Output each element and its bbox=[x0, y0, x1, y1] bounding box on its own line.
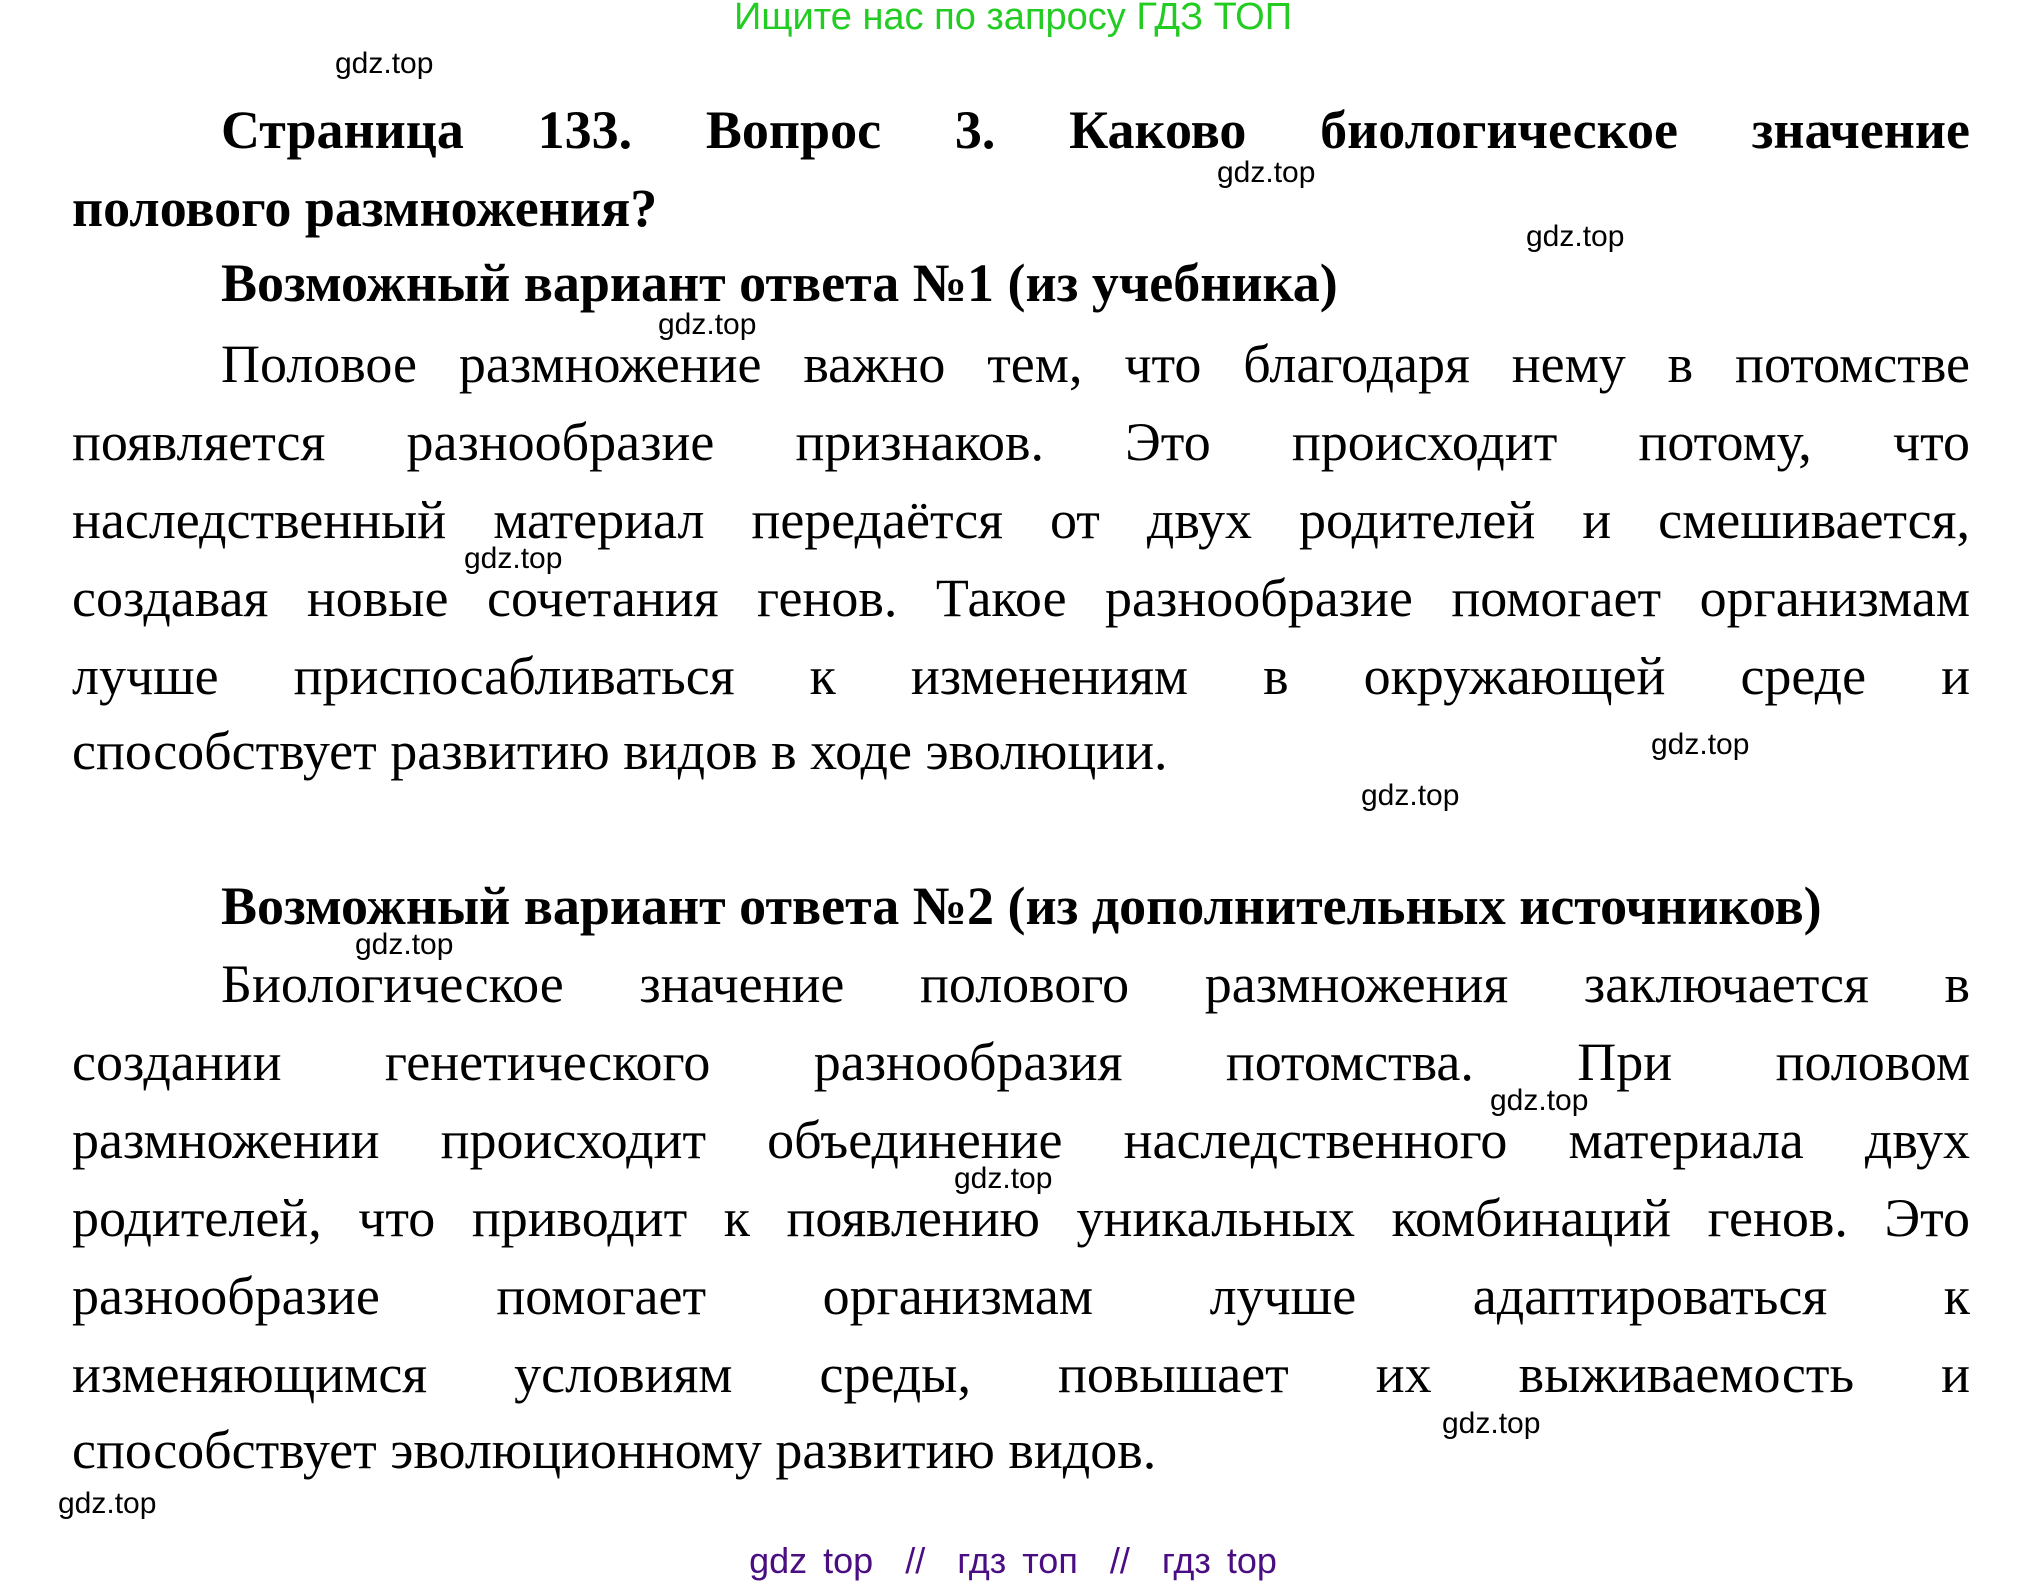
answer1-line: лучше приспосабливаться к изменениям в окружающей среде и bbox=[72, 646, 1970, 706]
watermark: gdz.top bbox=[658, 308, 757, 341]
watermark: gdz.top bbox=[954, 1162, 1053, 1195]
answer1-line: способствует развитию видов в ходе эволюции. bbox=[72, 721, 1168, 781]
footer-banner: gdz top // гдз топ // гдз top bbox=[749, 1540, 1277, 1581]
answer2-line: Биологическое значение полового размножения заключается в bbox=[221, 954, 1970, 1014]
answer2-line: разнообразие помогает организмам лучше адаптироваться к bbox=[72, 1266, 1970, 1326]
answer2-line: создании генетического разнообразия потомства. При половом bbox=[72, 1032, 1970, 1092]
answer2-line: изменяющимся условиям среды, повышает их выживаемость и bbox=[72, 1344, 1970, 1404]
watermark: gdz.top bbox=[1442, 1407, 1541, 1440]
watermark: gdz.top bbox=[1490, 1084, 1589, 1117]
watermark: gdz.top bbox=[1217, 156, 1316, 189]
watermark: gdz.top bbox=[464, 542, 563, 575]
watermark: gdz.top bbox=[355, 928, 454, 961]
answer2-line: способствует эволюционному развитию видов. bbox=[72, 1420, 1157, 1480]
answer2-line: размножении происходит объединение наследственного материала двух bbox=[72, 1110, 1970, 1170]
answer1-line: создавая новые сочетания генов. Такое разнообразие помогает организмам bbox=[72, 568, 1970, 628]
watermark: gdz.top bbox=[335, 47, 434, 80]
answer1-line: появляется разнообразие признаков. Это происходит потому, что bbox=[72, 412, 1970, 472]
answer1-line: наследственный материал передаётся от двух родителей и смешивается, bbox=[72, 490, 1970, 550]
watermark: gdz.top bbox=[1651, 728, 1750, 761]
question-line: Страница 133. Вопрос 3. Каково биологическое значение bbox=[221, 100, 1970, 160]
answer2-title: Возможный вариант ответа №2 (из дополнительных источников) bbox=[221, 876, 1822, 936]
answer1-title: Возможный вариант ответа №1 (из учебника) bbox=[221, 253, 1338, 313]
header-banner: Ищите нас по запросу ГДЗ ТОП bbox=[733, 0, 1293, 38]
watermark: gdz.top bbox=[1361, 779, 1460, 812]
watermark: gdz.top bbox=[1526, 220, 1625, 253]
answer1-line: Половое размножение важно тем, что благодаря нему в потомстве bbox=[221, 334, 1970, 394]
answer2-line: родителей, что приводит к появлению уникальных комбинаций генов. Это bbox=[72, 1188, 1970, 1248]
question-line: полового размножения? bbox=[72, 178, 658, 238]
watermark: gdz.top bbox=[58, 1487, 157, 1520]
